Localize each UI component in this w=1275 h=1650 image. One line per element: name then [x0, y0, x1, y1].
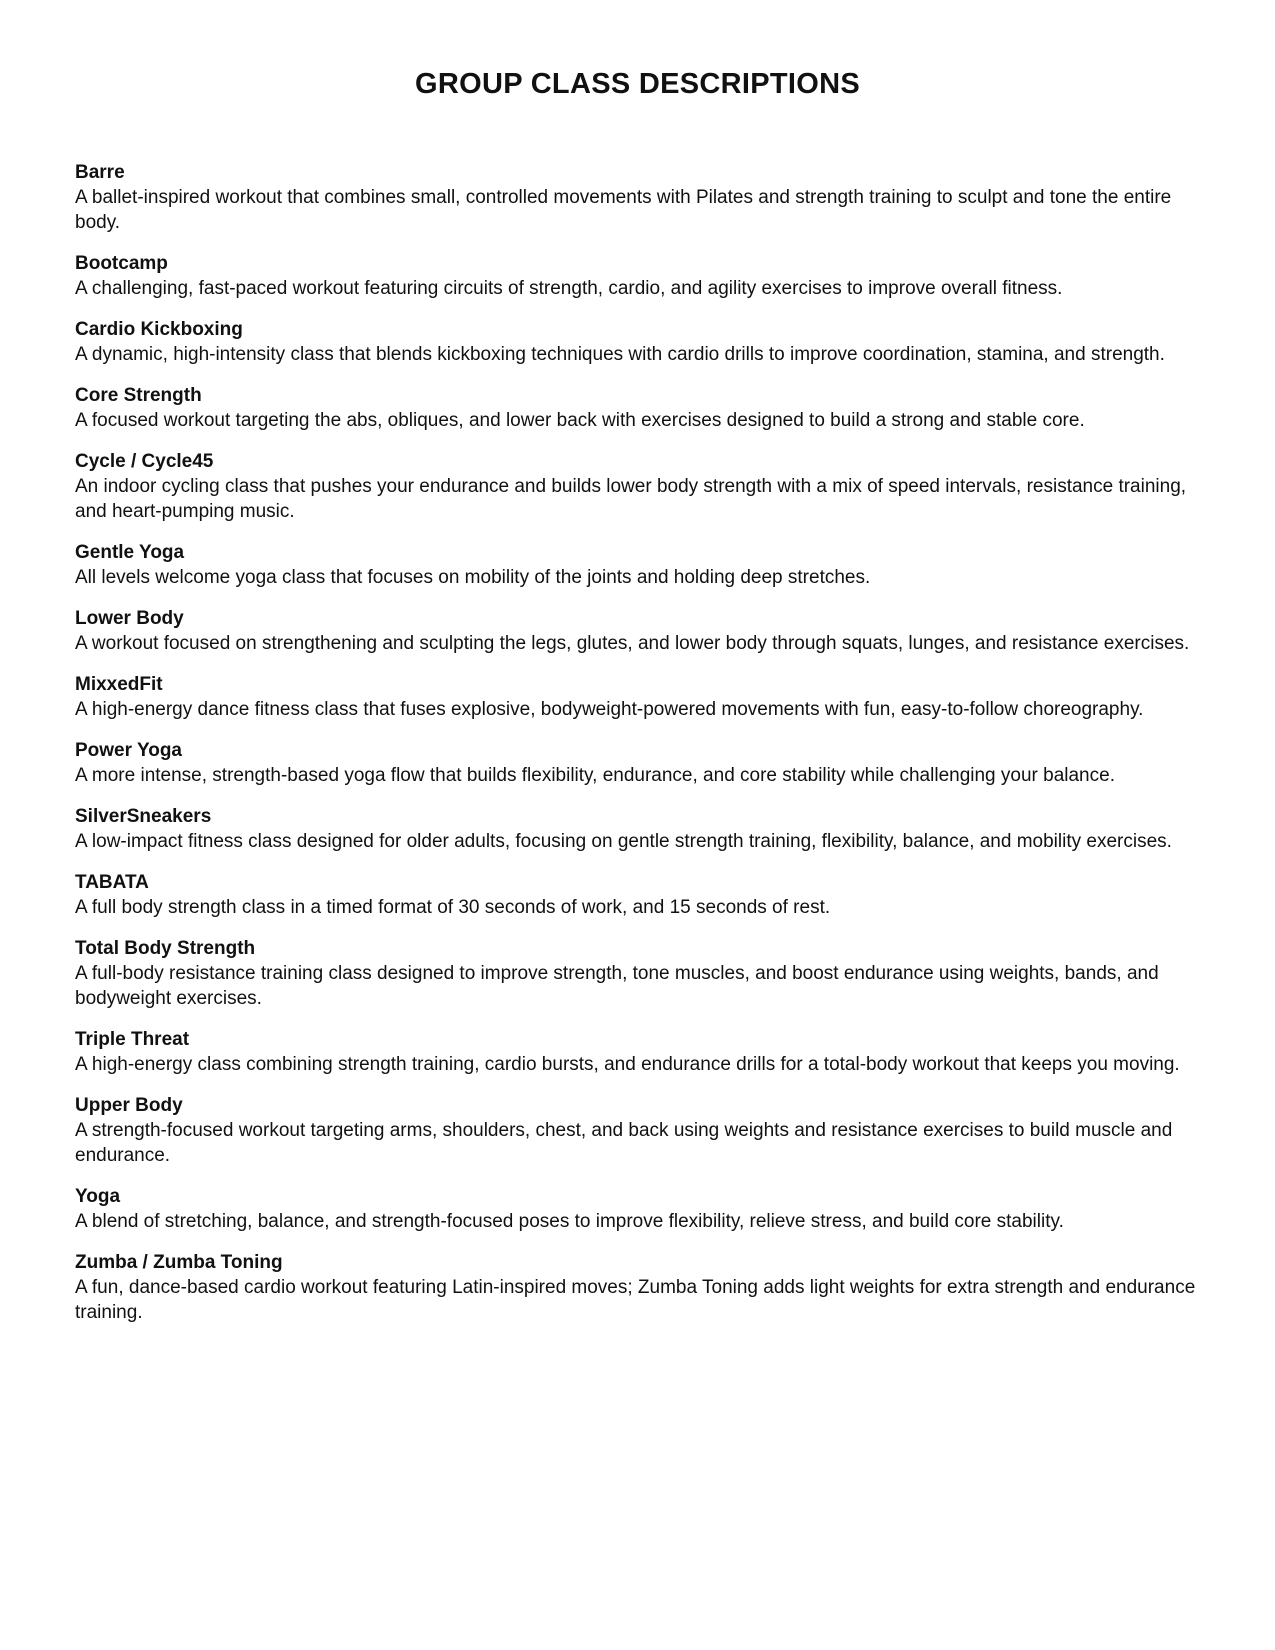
class-entry-gentle-yoga	[75, 540, 1205, 590]
class-list	[75, 160, 1205, 1341]
page-title: GROUP CLASS DESCRIPTIONS	[415, 68, 860, 100]
class-description: A dynamic, high-intensity class that blends kickboxing techniques with cardio drills to improve coordination, stamina, and strength.	[75, 344, 1165, 365]
class-entry-triple-threat	[75, 1027, 1205, 1077]
class-entry-barre	[75, 160, 1205, 235]
class-entry-tabata	[75, 870, 1205, 920]
class-entry-zumba	[75, 1250, 1205, 1325]
class-description: A blend of stretching, balance, and strength-focused poses to improve flexibility, relieve stress, and build core stability.	[75, 1211, 1064, 1232]
class-description: A focused workout targeting the abs, obliques, and lower back with exercises designed to build a strong and stable core.	[75, 410, 1085, 431]
class-name: Upper Body	[75, 1095, 183, 1116]
class-name: Yoga	[75, 1186, 121, 1207]
class-name: SilverSneakers	[75, 806, 212, 827]
class-description: A full body strength class in a timed format of 30 seconds of work, and 15 seconds of rest.	[75, 897, 831, 918]
class-entry-silversneakers	[75, 804, 1205, 854]
class-name: Gentle Yoga	[75, 542, 185, 563]
class-entry-lower-body	[75, 606, 1205, 656]
class-description: A fun, dance-based cardio workout featuring Latin-inspired moves; Zumba Toning adds light weights for extra strength and endurance training.	[75, 1277, 1196, 1323]
class-entry-total-body-strength	[75, 936, 1205, 1011]
class-name: TABATA	[75, 872, 149, 893]
class-name: Cardio Kickboxing	[75, 319, 243, 340]
class-description: A high-energy class combining strength training, cardio bursts, and endurance drills for a total-body workout that keeps you moving.	[75, 1054, 1180, 1075]
class-description: All levels welcome yoga class that focuses on mobility of the joints and holding deep stretches.	[75, 567, 871, 588]
class-name: Total Body Strength	[75, 938, 256, 959]
class-description: A workout focused on strengthening and sculpting the legs, glutes, and lower body through squats, lunges, and resistance exercises.	[75, 633, 1190, 654]
class-name: Power Yoga	[75, 740, 182, 761]
class-entry-yoga	[75, 1184, 1205, 1234]
class-name: Zumba / Zumba Toning	[75, 1252, 283, 1273]
class-description: A more intense, strength-based yoga flow that builds flexibility, endurance, and core stability while challenging your balance.	[75, 765, 1115, 786]
class-name: Lower Body	[75, 608, 184, 629]
class-entry-cycle	[75, 449, 1205, 524]
class-entry-bootcamp	[75, 251, 1205, 301]
class-name: Barre	[75, 162, 125, 183]
class-description: An indoor cycling class that pushes your endurance and builds lower body strength with a mix of speed intervals, resistance training, and heart-pumping music.	[75, 476, 1187, 522]
class-description: A strength-focused workout targeting arms, shoulders, chest, and back using weights and resistance exercises to build muscle and endurance.	[75, 1120, 1173, 1166]
class-name: Cycle / Cycle45	[75, 451, 214, 472]
class-description: A high-energy dance fitness class that fuses explosive, bodyweight-powered movements with fun, easy-to-follow choreography.	[75, 699, 1144, 720]
class-name: Core Strength	[75, 385, 202, 406]
class-entry-power-yoga	[75, 738, 1205, 788]
class-entry-cardio-kickboxing	[75, 317, 1205, 367]
class-entry-mixxedfit	[75, 672, 1205, 722]
class-description: A full-body resistance training class designed to improve strength, tone muscles, and boost endurance using weights, bands, and bodyweight exercises.	[75, 963, 1159, 1009]
class-entry-upper-body	[75, 1093, 1205, 1168]
class-name: Bootcamp	[75, 253, 168, 274]
class-entry-core-strength	[75, 383, 1205, 433]
class-name: MixxedFit	[75, 674, 163, 695]
class-description: A ballet-inspired workout that combines small, controlled movements with Pilates and strength training to sculpt and tone the entire body.	[75, 187, 1172, 233]
class-description: A challenging, fast-paced workout featuring circuits of strength, cardio, and agility exercises to improve overall fitness.	[75, 278, 1063, 299]
class-name: Triple Threat	[75, 1029, 190, 1050]
class-description: A low-impact fitness class designed for older adults, focusing on gentle strength training, flexibility, balance, and mobility exercises.	[75, 831, 1172, 852]
